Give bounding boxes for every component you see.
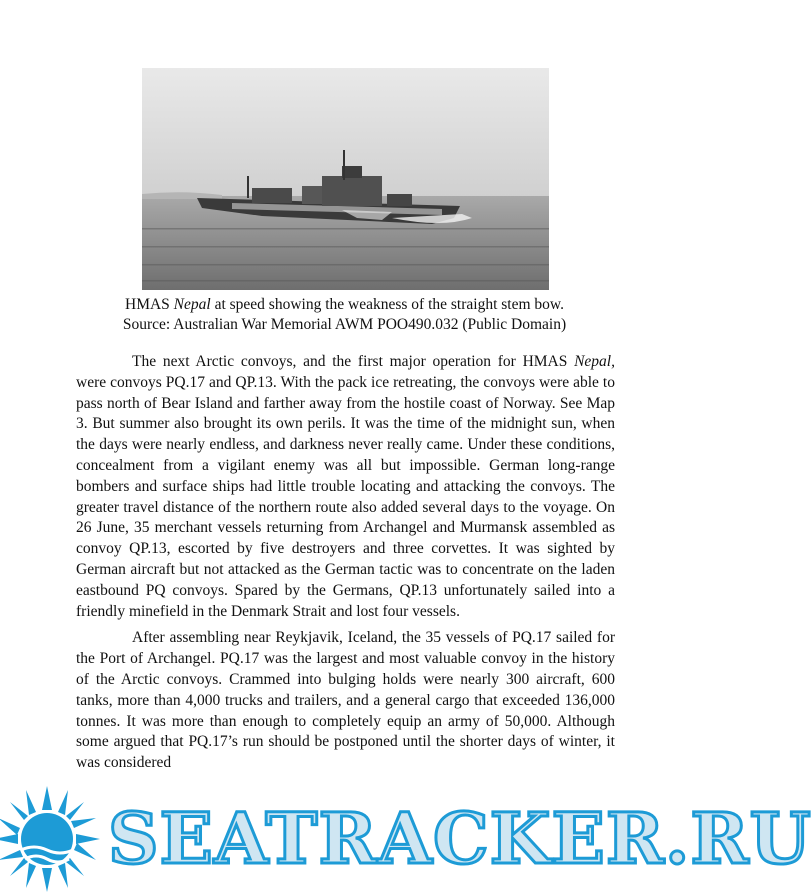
body-text xyxy=(76,352,615,780)
caption-line-2: Source: Australian War Memorial AWM POO490.032 (Public Domain) xyxy=(122,316,567,333)
warship-photo xyxy=(142,68,549,290)
paragraph-2: After assembling near Reykjavik, Iceland, the 35 vessels of PQ.17 sailed for the Port of Archangel. PQ.17 was the largest and most valuable convoy in the history of the Arctic convoys. Crammed into bulging holds were nearly 300 aircraft, 600 tanks, more than 4,000 trucks and trailers, and a general cargo that exceeded 136,000 tonnes. It was more than enough to completely equip an army of 50,000. Although some argued that PQ.17’s run should be postponed until the shorter days of winter, it was considered xyxy=(76,629,615,772)
paragraph-1: The next Arctic convoys, and the first major operation for HMAS Nepal, were convoys PQ.17 and QP.13. With the pack ice retreating, the convoys were able to pass north of Bear Island and farther away from the hostile coast of Norway. See Map 3. But summer also brought its own perils. It was the time of the midnight sun, when the days were nearly endless, and darkness never really came. Under these conditions, concealment from a vigilant enemy was all but impossible. German long-range bombers and surface ships had little trouble locating and attacking the convoys. The greater travel distance of the northern route also added several days to the voyage. On 26 June, 35 merchant vessels returning from Archangel and Murmansk assembled as convoy QP.13, escorted by five destroyers and three corvettes. It was sighted by German aircraft but not attacked as the German tactic was to concentrate on the laden eastbound PQ convoys. Spared by the Germans, QP.13 unfortunately sailed into a friendly minefield in the Denmark Strait and lost four vessels. xyxy=(76,353,615,620)
warship-photo-icon xyxy=(142,68,549,290)
figure-caption xyxy=(60,295,629,335)
sun-logo-icon xyxy=(0,784,102,894)
ship-name-italic: Nepal, xyxy=(574,353,615,370)
watermark-text: SEATRACKER.RU xyxy=(108,797,812,880)
watermark xyxy=(0,790,812,893)
caption-ship-name: Nepal xyxy=(173,296,211,313)
caption-line-1: HMAS Nepal at speed showing the weakness of the straight stem bow. xyxy=(125,296,564,313)
